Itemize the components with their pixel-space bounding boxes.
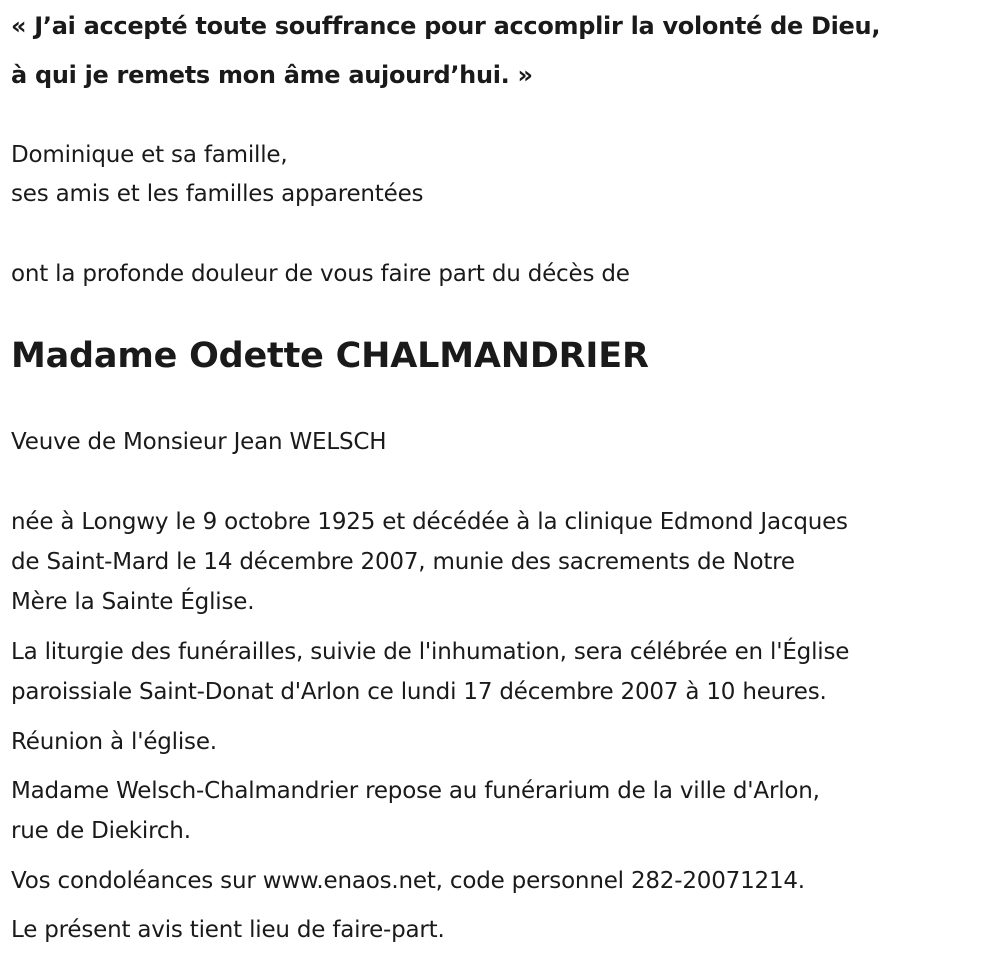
widow-of-text: Veuve de Monsieur Jean WELSCH <box>11 429 387 455</box>
epigraph-line-2: à qui je remets mon âme aujourd’hui. » <box>11 61 533 89</box>
repose-line-1: Madame Welsch-Chalmandrier repose au funérarium de la ville d'Arlon, <box>11 778 820 804</box>
repose-line-2: rue de Diekirch. <box>11 818 191 844</box>
birth-death-line-3: Mère la Sainte Église. <box>11 589 255 615</box>
mourners-line-1: Dominique et sa famille, <box>11 142 288 168</box>
funeral-line-1: La liturgie des funérailles, suivie de l'inhumation, sera célébrée en l'Église <box>11 639 850 665</box>
condolences-text: Vos condoléances sur www.enaos.net, code personnel 282-20071214. <box>11 868 805 894</box>
birth-death-line-1: née à Longwy le 9 octobre 1925 et décédée à la clinique Edmond Jacques <box>11 509 848 535</box>
closing-text: Le présent avis tient lieu de faire-part. <box>11 917 445 943</box>
announcement-text: ont la profonde douleur de vous faire part du décès de <box>11 261 630 287</box>
deceased-name: Madame Odette CHALMANDRIER <box>11 336 649 376</box>
funeral-line-2: paroissiale Saint-Donat d'Arlon ce lundi 17 décembre 2007 à 10 heures. <box>11 679 827 705</box>
mourners-line-2: ses amis et les familles apparentées <box>11 181 424 207</box>
meeting-text: Réunion à l'église. <box>11 729 217 755</box>
birth-death-line-2: de Saint-Mard le 14 décembre 2007, munie des sacrements de Notre <box>11 549 795 575</box>
epigraph-line-1: « J’ai accepté toute souffrance pour accomplir la volonté de Dieu, <box>11 12 881 40</box>
